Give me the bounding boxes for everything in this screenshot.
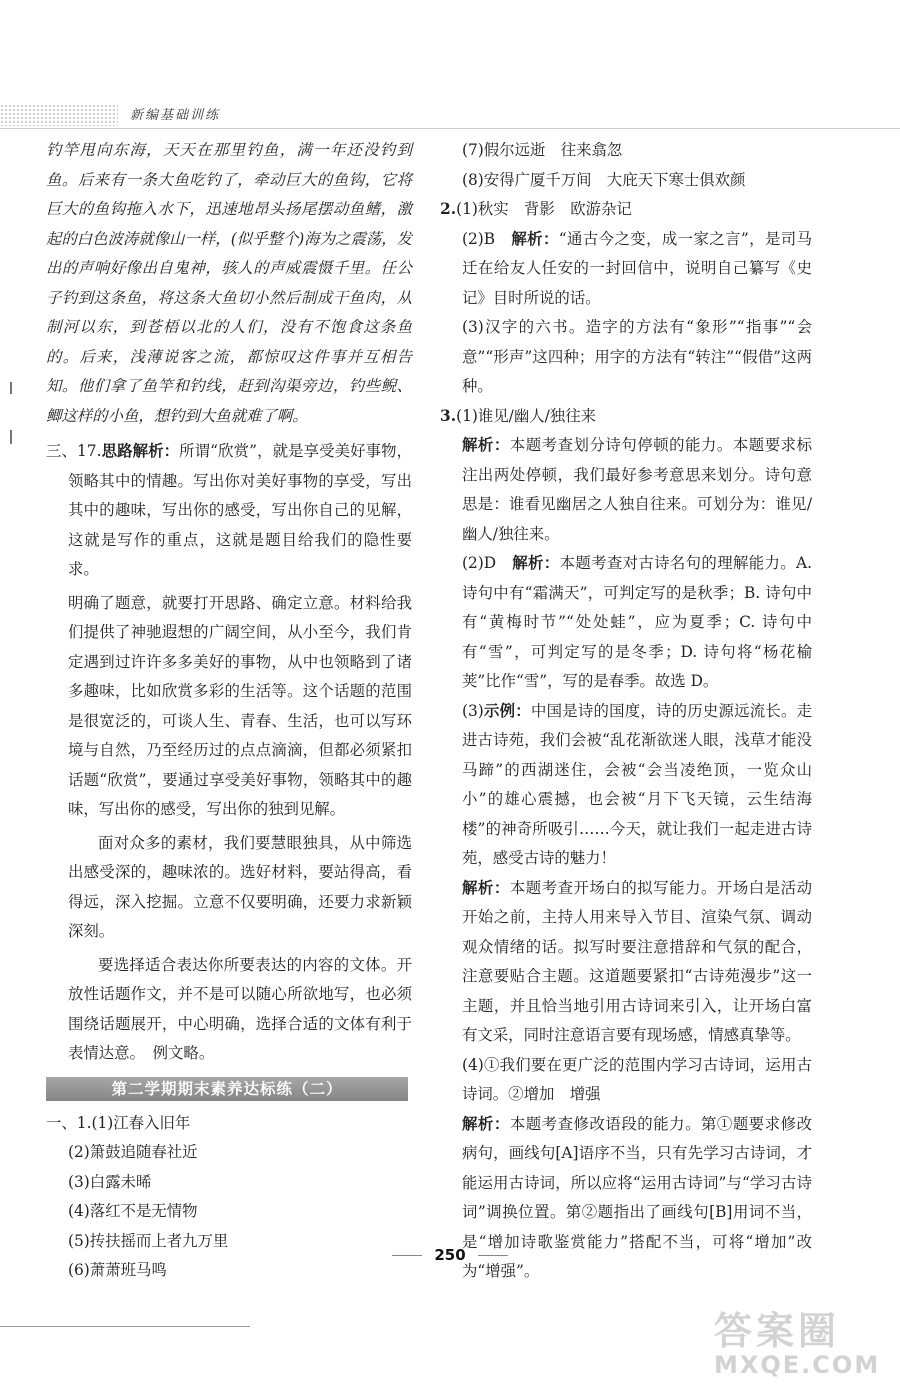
header-rule [0, 128, 900, 129]
text-line: 慑千里。任公子钓到这条鱼，将这条大鱼切小然 [46, 259, 412, 307]
watermark-url: MXQE.COM [714, 1351, 881, 1379]
answer-text: (1)秋实 背影 欧游杂记 [456, 200, 632, 218]
text-line: 钓竿甩向东海，天天在那里钓鱼，满一年还没钓到 [46, 141, 412, 159]
answer-text: (1)江春入旧年 [91, 1113, 191, 1132]
right-column [440, 136, 812, 1287]
book-series-title: 新编基础训练 [130, 108, 221, 123]
fill-in-answer: (5)抟扶摇而上者九万里 [68, 1231, 229, 1250]
left-column [46, 136, 412, 1286]
fill-in-answer: (6)萧萧班马鸣 [68, 1261, 167, 1279]
question-3-analysis-3 [440, 874, 812, 1051]
page-number-rule [478, 1255, 508, 1256]
bottom-rule [0, 1326, 250, 1327]
text-line: 鳍，激起的白色波涛就像山一样，(似乎整个)海为 [46, 200, 412, 248]
fill-in-answer: (2)箫鼓追随春社近 [68, 1143, 198, 1161]
header-dot-pattern [0, 104, 118, 126]
text-line: 将巨大的鱼钩拖入水下，迅速地昂头扬尾摆动鱼 [46, 170, 412, 218]
text-line: 到沟渠旁边，钓些鲵、鲫这样的小鱼，想钓到大鱼 [46, 377, 412, 425]
margin-mark [10, 382, 12, 394]
analysis-text: 本题考查修改语段的能力。第①题要求修改病句，画线句[A]语序不当，只有先学习古诗词，才能运用古诗词，所以应将“运用古诗词”与“学习古诗词”调换位置。第②题指出了画线句[B]用词不当，是“增加诗歌鉴赏能力”搭配不当，可将“增加”改为“增强”。 [462, 1114, 812, 1280]
question-number: 三、17. [46, 442, 102, 460]
question-3-part-4: (4)①我们要在更广泛的范围内学习古诗词，运用古诗词。②增加 增强 [462, 1055, 812, 1103]
text-line: 后制成干鱼肉，从制河以东，到苍梧以北的人们， [46, 288, 412, 336]
section-heading-bar: 第二学期期末素养达标练（二） [46, 1077, 408, 1101]
translation-paragraph [46, 136, 412, 431]
margin-mark [10, 430, 12, 444]
essay-guidance-paragraph: 面对众多的素材，我们要慧眼独具，从中筛选出感受深的，趣味浓的。选好材料，要站得高，看得远，深入挖掘。立意不仅要明确，还要力求新颖深刻。 [68, 833, 412, 940]
question-17 [46, 437, 412, 585]
analysis-text: “通古今之变，成一家之言”，是司马迁在给友人任安的一封回信中，说明自己纂写《史记》目时所说的话。 [462, 229, 812, 307]
analysis-text: 本题考查开场白的拟写能力。开场白是活动开始之前，主持人用来导入节目、渲染气氛、调动观众情绪的话。拟写时要注意措辞和气氛的配合，注意要贴合主题。这道题要紧扣“古诗苑漫步”这一主题，并且恰当地引用古诗词来引入，让开场白富有文采，同时注意语言要有现场感，情感真挚等。 [462, 878, 812, 1044]
text-line: 叹这件事并互相告知。他们拿了鱼竿和钓线，赶 [46, 347, 412, 395]
fill-in-answer: (8)安得广厦千万间 大庇天下寒士俱欢颜 [462, 170, 746, 189]
analysis-label: 解析： [462, 1114, 510, 1133]
analysis-text: 本题考查对古诗名句的理解能力。A. 诗句中有“霜满天”，可判定写的是秋季；B. 诗句中有“黄梅时节”“处处蛙”，应为夏季；C. 诗句中有“雪”，可判定写的是冬季；D. 诗句将“杨花榆荚”比作“雪”，写的是春季。故选 D。 [462, 554, 812, 690]
site-watermark [714, 1300, 894, 1384]
fill-in-answer-1 [46, 1109, 412, 1139]
analysis-label: 思路解析： [101, 442, 180, 460]
page-number-rule [392, 1255, 422, 1256]
question-2-part-1 [440, 195, 812, 225]
fill-in-answer: (4)落红不是无情物 [68, 1202, 198, 1220]
question-2-part-2 [440, 225, 812, 314]
question-number: 2. [440, 200, 457, 218]
page-number [0, 1246, 900, 1264]
text-line: 鱼。后来有一条大鱼吃钓了，牵动巨大的鱼钩，它 [46, 170, 397, 189]
page-header [0, 98, 900, 132]
page-number-text: 250 [434, 1246, 466, 1264]
question-3-part-1 [440, 402, 812, 432]
analysis-text: 所谓“欣赏”，就是享受美好事物，领略其中的情趣。写出你对美好事物的享受，写出其中的趣味，写出你的感受，写出你自己的见解，这就是写作的重点，这就是题目给我们的隐性要求。 [68, 442, 412, 578]
answer-choice: (2)B [462, 229, 512, 248]
question-number: 3. [440, 406, 457, 425]
answer-text: (1)谁见/幽人/独往来 [456, 406, 596, 425]
fill-in-answer: (7)假尔远逝 往来翕忽 [462, 141, 623, 159]
analysis-label: 解析： [462, 436, 510, 454]
fill-in-answer: (3)白露未晞 [68, 1172, 152, 1191]
question-number: 一、1. [46, 1113, 92, 1132]
essay-guidance-paragraph: 要选择适合表达你所要表达的内容的文体。开放性话题作文，并不是可以随心所欲地写，也必须围绕话题展开，中心明确，选择合适的文体有利于表情达意。 例文略。 [68, 955, 412, 1062]
question-3-analysis-1 [440, 431, 812, 549]
example-text: 中国是诗的国度，诗的历史源远流长。走进古诗苑，我们会被“乱花渐欲迷人眼，浅草才能没马蹄”的西湖迷住，会被“会当凌绝顶，一览众山小”的雄心震撼，也会被“月下飞天镜，云生结海楼”的神奇所吸引……今天，就让我们一起走进古诗苑，感受古诗的魅力！ [462, 701, 812, 867]
analysis-label: 解析： [511, 229, 559, 248]
analysis-label: 解析： [462, 878, 510, 897]
watermark-logo-text: 答案圈 [714, 1309, 841, 1353]
question-2-part-3: (3)汉字的六书。造字的方法有“象形”“指事”“会意”“形声”这四种；用字的方法有“转注”“假借”这两种。 [462, 318, 812, 395]
text-line: 之震荡，发出的声响好像出自鬼神，骇人的声威震 [46, 229, 413, 277]
essay-guidance-paragraph: 明确了题意，就要打开思路、确定立意。材料给我们提供了神驰遐想的广阔空间，从小至今，我们肯定遇到过许许多多美好的事物，从中也领略到了诸多趣味，比如欣赏多彩的生活等。这个话题的范围是很宽泛的，可谈人生、青春、生活，也可以写环境与自然，乃至经历过的点点滴滴，但都必须紧扣话题“欣赏”，要通过享受美好事物，领略其中的趣味，写出你的感受，写出你的独到见解。 [68, 593, 412, 818]
analysis-text: 本题考查划分诗句停顿的能力。本题要求标注出两处停顿，我们最好参考意思来划分。诗句意思是：谁看见幽居之人独自往来。可划分为：谁见/幽人/独往来。 [462, 436, 812, 543]
example-label: 示例： [483, 701, 531, 720]
question-3-part-2 [440, 549, 812, 697]
text-line: 没有不饱食这条鱼的。后来，浅薄说客之流，都惊 [46, 318, 412, 366]
answer-choice: (3) [462, 701, 484, 720]
text-line: 就难了啊。 [230, 406, 308, 425]
question-3-part-3 [440, 697, 812, 874]
analysis-label: 解析： [512, 554, 560, 572]
answer-choice: (2)D [462, 554, 513, 572]
